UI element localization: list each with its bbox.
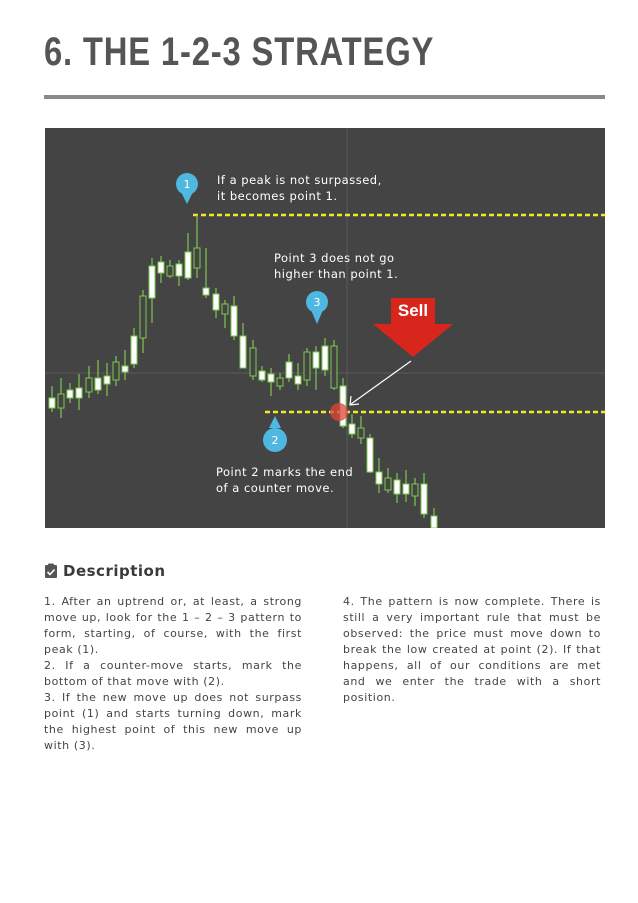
point2-marker [263,416,287,452]
candle [231,296,237,340]
description-step-3: 3. If the new move up does not surpass point (1) and starts turning down, mark the highest point of this new move up with (3). [44,691,302,752]
candle [176,260,182,286]
candle [304,348,310,386]
candle [203,248,209,298]
candle [250,340,256,380]
candle [322,338,328,376]
description-heading-text: Description [63,562,166,580]
description-left-column [44,594,302,754]
sell-label: Sell [397,301,429,320]
description-right-column [343,594,601,706]
candle [149,258,155,323]
description-step-2: 2. If a counter-move starts, mark the bottom of that move with (2). [44,659,302,688]
candle [67,383,73,403]
candle [58,378,64,418]
candle [367,434,373,473]
page-title: 6. THE 1-2-3 STRATEGY [44,30,435,74]
svg-text:3: 3 [313,296,321,309]
candlestick-chart [45,128,605,528]
candle [295,363,301,390]
candle [167,260,173,278]
description-heading [44,562,166,580]
note-point3: Point 3 does not go higher than point 1. [274,251,399,281]
candle [259,366,265,382]
candle [385,468,391,493]
svg-text:1: 1 [183,178,191,191]
note-point1: If a peak is not surpassed, it becomes point 1. [217,173,382,203]
candle [268,368,274,396]
candle [131,328,137,368]
candle [122,350,128,380]
description-step-4: 4. The pattern is now complete. There is still a very important rule that must be observed: the price must move down to break the low created at point (2). If that happens, all of our conditions are met and we enter the trade with a short position. [343,595,601,704]
note-point2: Point 2 marks the end of a counter move. [216,465,354,495]
candle [421,473,427,518]
candle [113,356,119,386]
candle [76,374,82,410]
candle [403,470,409,502]
candle [313,346,319,390]
title-divider [44,95,605,99]
clipboard-check-icon [44,563,58,579]
candle [240,323,246,368]
sell-pointer-line [351,361,411,404]
candle [49,386,55,412]
candle [331,340,337,390]
candle [376,458,382,493]
description-step-1: 1. After an uptrend or, at least, a strong move up, look for the 1 – 2 – 3 pattern to form, starting, of course, with the first peak (1). [44,595,302,656]
point1-marker [176,173,198,204]
candle [95,360,101,394]
candle [358,416,364,444]
candle [431,508,437,528]
svg-text:2: 2 [271,434,279,447]
candle [213,288,219,318]
candle [222,300,228,328]
candle [394,473,400,503]
candle [185,233,191,280]
candle [140,290,146,353]
candle [86,366,92,398]
point3-marker [306,291,328,324]
candle [277,373,283,390]
candle [194,215,200,278]
candle [158,256,164,283]
candle [412,478,418,506]
breakout-highlight [330,403,348,421]
candle [349,414,355,438]
candle [104,363,110,396]
candle [286,354,292,382]
